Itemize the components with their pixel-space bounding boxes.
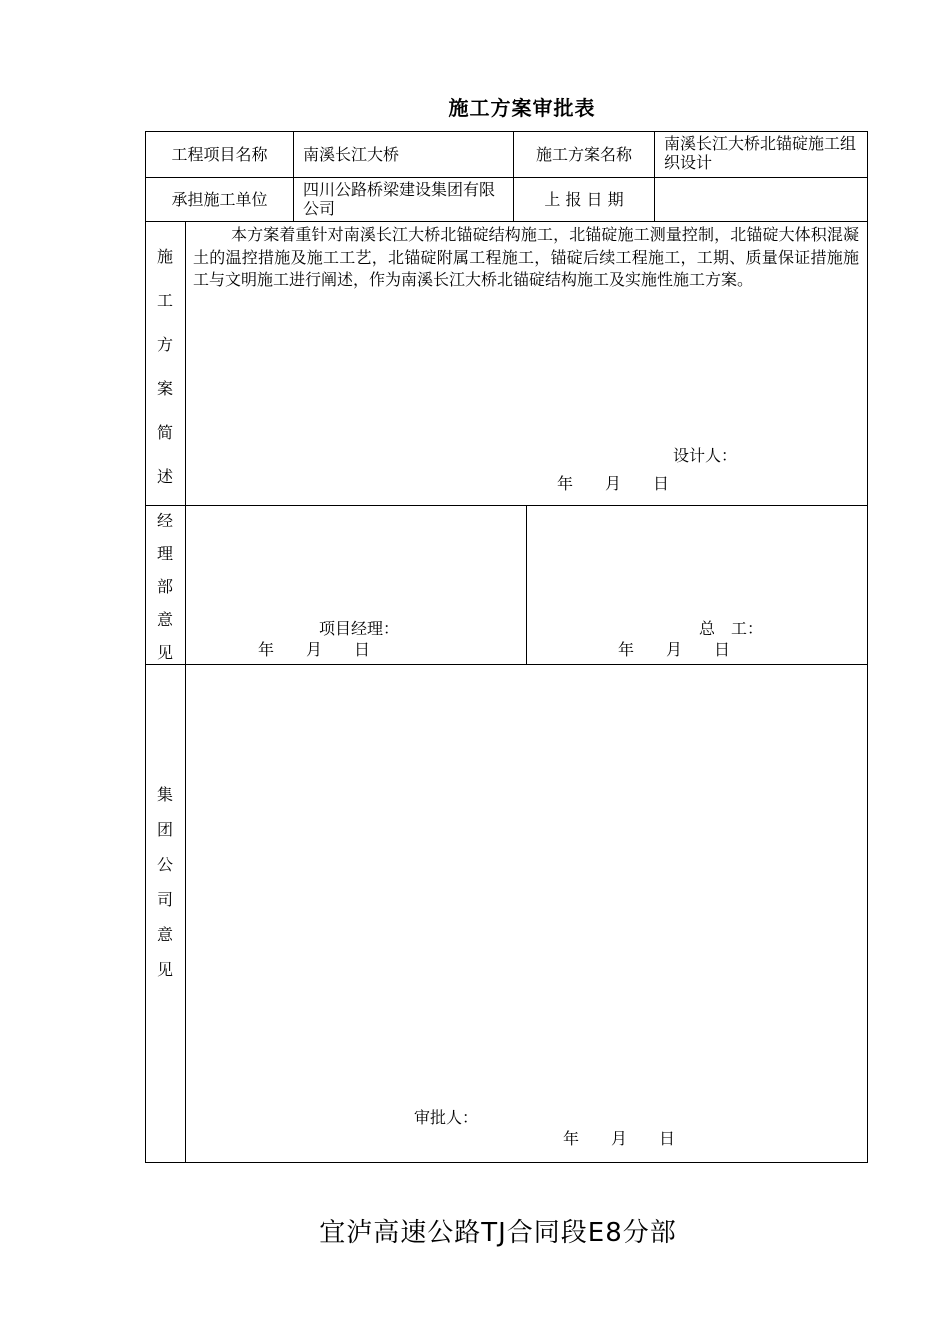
manager-date: 年 月 日 [258,640,371,659]
label-char: 案 [156,379,173,398]
label-char: 理 [156,544,173,563]
label-char: 简 [156,423,173,442]
company-opinion-label [155,782,175,992]
label-char: 意 [156,925,173,944]
approval-date: 年 月 日 [563,1129,676,1148]
report-date-label: 上 报 日 期 [544,190,624,209]
label-char: 述 [156,467,173,486]
contractor-label: 承担施工单位 [171,190,268,209]
label-char: 施 [156,247,173,266]
project-name-label: 工程项目名称 [171,145,268,164]
label-char: 团 [156,820,173,839]
label-char: 方 [156,335,173,354]
summary-text: 本方案着重针对南溪长江大桥北锚碇结构施工，北锚碇施工测量控制，北锚碇大体积混凝土的温控措施及施工工艺，北锚碇附属工程施工，锚碇后续工程施工，工期、质量保证措施施工与文明施工进行阐述，作为南溪长江大桥北锚碇结构施工及实施性施工方案。 [193,225,859,289]
plan-name-value: 南溪长江大桥北锚碇施工组织设计 [664,134,857,172]
approver-label: 审批人： [414,1108,479,1127]
chief-engineer-label: 总 工： [699,619,764,638]
footer-unit: 宜泸高速公路TJ合同段E8分部 [319,1218,677,1248]
manager-opinion-label [155,508,175,673]
summary-date: 年 月 日 [557,474,670,493]
label-char: 意 [156,610,173,629]
plan-name-label: 施工方案名称 [535,145,632,164]
label-char: 见 [156,643,173,662]
label-char: 见 [156,960,173,979]
label-char: 经 [156,511,173,530]
page-title: 施工方案审批表 [448,96,596,120]
project-manager-label: 项目经理： [319,619,400,638]
chief-engineer-date: 年 月 日 [618,640,731,659]
project-name-value: 南溪长江大桥 [303,145,400,164]
contractor-value: 四川公路桥梁建设集团有限公司 [303,180,496,218]
designer-label: 设计人： [673,446,738,465]
label-char: 公 [156,855,173,874]
label-char: 司 [156,890,173,909]
label-char: 工 [156,291,173,310]
summary-label [155,244,175,508]
label-char: 集 [156,785,173,804]
label-char: 部 [156,577,173,596]
